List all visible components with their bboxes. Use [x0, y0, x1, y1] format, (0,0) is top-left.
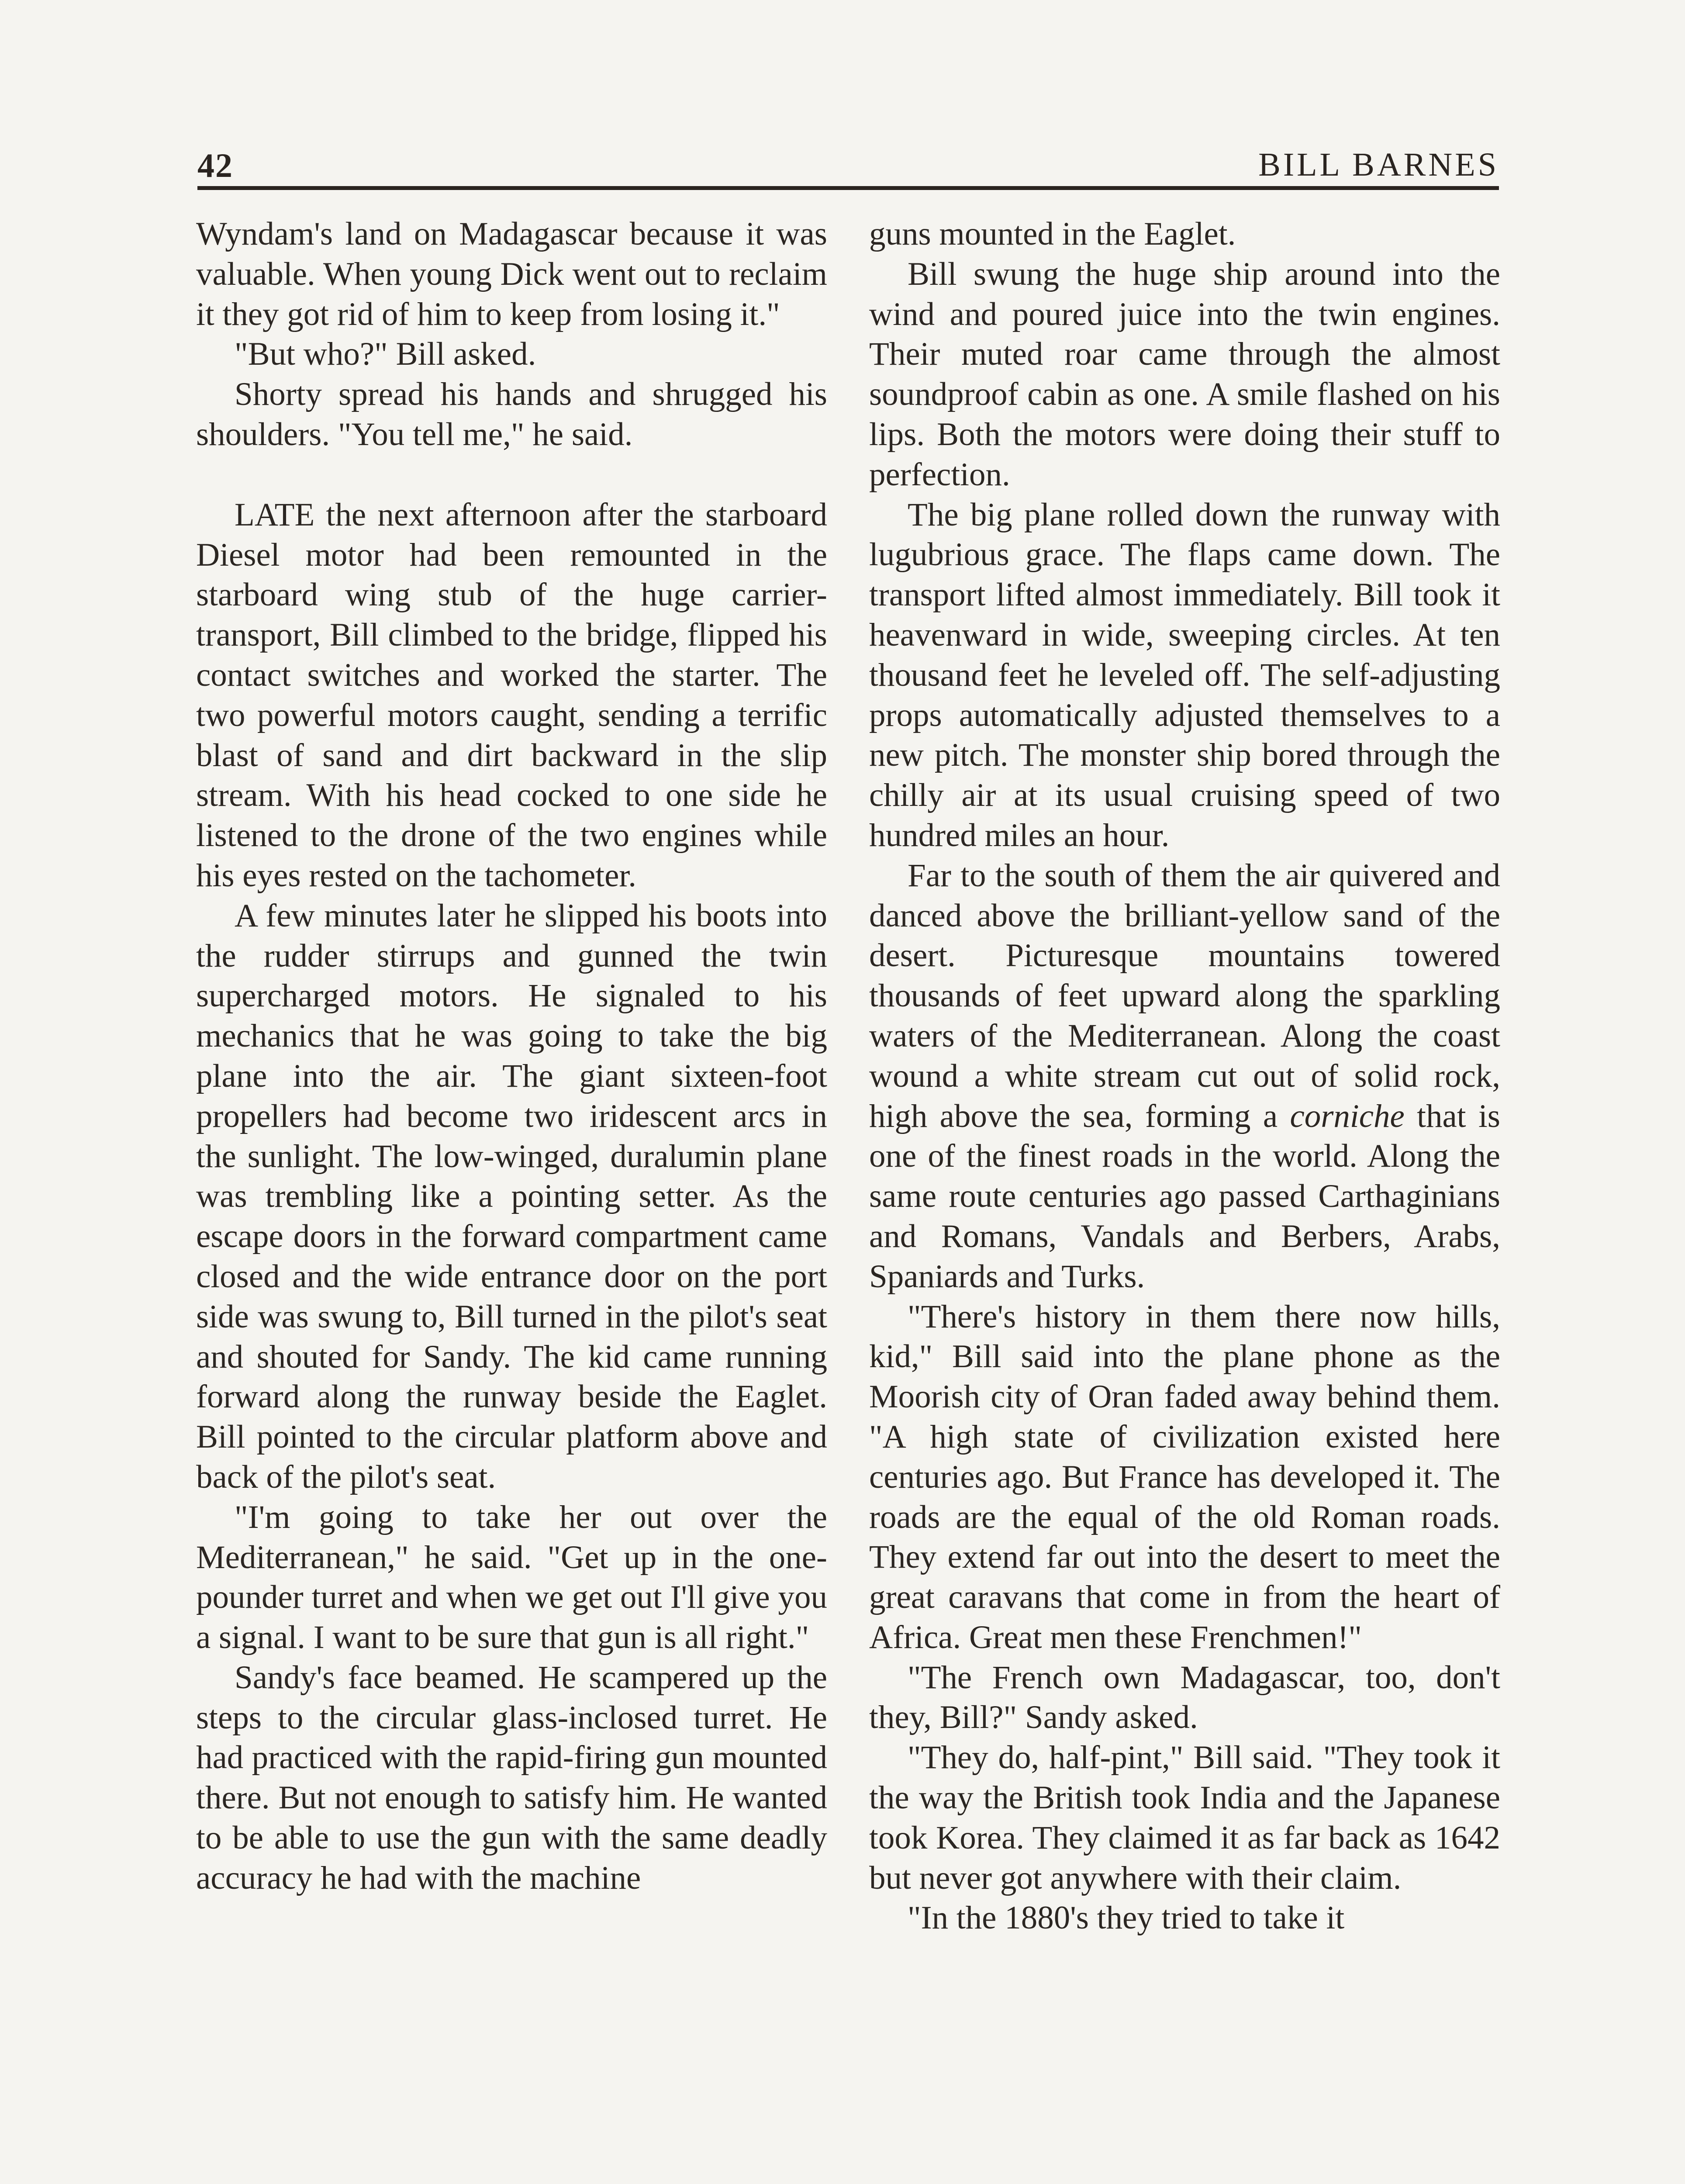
left-column: [196, 214, 827, 1898]
right-column: [869, 214, 1500, 1938]
paragraph: "The French own Madagascar, too, don't they, Bill?" Sandy asked.: [869, 1659, 1500, 1736]
paragraph: "There's history in them there now hills, kid," Bill said into the plane phone as the Moorish city of Oran faded away behind them. "A high state of civilization existed here centuries ago. But France has developed it. The roads are the equal of the old Roman roads. They extend far out into the desert to meet the great caravans that come in from the heart of Africa. Great men these Frenchmen!": [869, 1298, 1500, 1655]
italic-word: corniche: [1290, 1098, 1405, 1134]
paragraph: Sandy's face beamed. He scampered up the steps to the circular glass-inclosed turret. He had practiced with the rapid-firing gun mounted there. But not enough to satisfy him. He wanted to be able to use the gun with the same deadly accuracy he had with the machine: [196, 1659, 827, 1896]
section-start-paragraph: LATE the next afternoon after the starboard Diesel motor had been remounted in the starboard wing stub of the huge carrier-transport, Bill climbed to the bridge, flipped his contact switches and worked the starter. The two powerful motors caught, sending a terrific blast of sand and dirt backward in the slip stream. With his head cocked to one side he listened to the drone of the two engines while his eyes rested on the tachometer.: [196, 496, 827, 894]
paragraph: Wyndam's land on Madagascar because it was valuable. When young Dick went out to reclaim it they got rid of him to keep from losing it.": [196, 216, 827, 332]
paragraph-text: Far to the south of them the air quivered and danced above the brilliant-yellow sand of the desert. Picturesque mountains towered thousands of feet upward along the sparkling waters of the Mediterranean. Along the coast wound a white stream cut out of solid rock, high above the sea, forming a: [869, 857, 1500, 1134]
paragraph: guns mounted in the Eaglet.: [869, 216, 1236, 252]
paragraph: "They do, half-pint," Bill said. "They took it the way the British took India and the Japanese took Korea. They claimed it as far back as 1642 but never got anywhere with their claim.: [869, 1739, 1500, 1896]
paragraph: "In the 1880's they tried to take it: [908, 1900, 1345, 1936]
paragraph: [869, 856, 1500, 1297]
page-header: [197, 139, 1499, 191]
paragraph: The big plane rolled down the runway with lugubrious grace. The flaps came down. The transport lifted almost immediately. Bill took it heavenward in wide, sweeping circles. At ten thousand feet he leveled off. The self-adjusting props automatically adjusted themselves to a new pitch. The monster ship bored through the chilly air at its usual cruising speed of two hundred miles an hour.: [869, 496, 1500, 854]
paragraph: "I'm going to take her out over the Mediterranean," he said. "Get up in the one-pounder turret and when we get out I'll give you a signal. I want to be sure that gun is all right.": [196, 1499, 827, 1656]
running-head: BILL BARNES: [1258, 146, 1499, 183]
paragraph: A few minutes later he slipped his boots into the rudder stirrups and gunned the twin supercharged motors. He signaled to his mechanics that he was going to take the big plane into the air. The giant sixteen-foot propellers had become two iridescent arcs in the sunlight. The low-winged, duralumin plane was trembling like a pointing setter. As the escape doors in the forward compartment came closed and the wide entrance door on the port side was swung to, Bill turned in the pilot's seat and shouted for Sandy. The kid came running forward along the runway beside the Eaglet. Bill pointed to the circular platform above and back of the pilot's seat.: [196, 897, 827, 1495]
paragraph: Shorty spread his hands and shrugged his shoulders. "You tell me," he said.: [196, 376, 827, 453]
header-rule: [197, 186, 1499, 190]
paragraph: "But who?" Bill asked.: [235, 336, 536, 373]
paragraph: Bill swung the huge ship around into the wind and poured juice into the twin engines. Their muted roar came through the almost soundproof cabin as one. A smile flashed on his lips. Both the motors were doing their stuff to perfection.: [869, 256, 1500, 493]
paragraph-text: that is one of the finest roads in the world. Along the same route centuries ago passed Carthaginians and Romans, Vandals and Berbers, Arabs, Spaniards and Turks.: [869, 1098, 1500, 1295]
page-number: 42: [197, 146, 233, 184]
